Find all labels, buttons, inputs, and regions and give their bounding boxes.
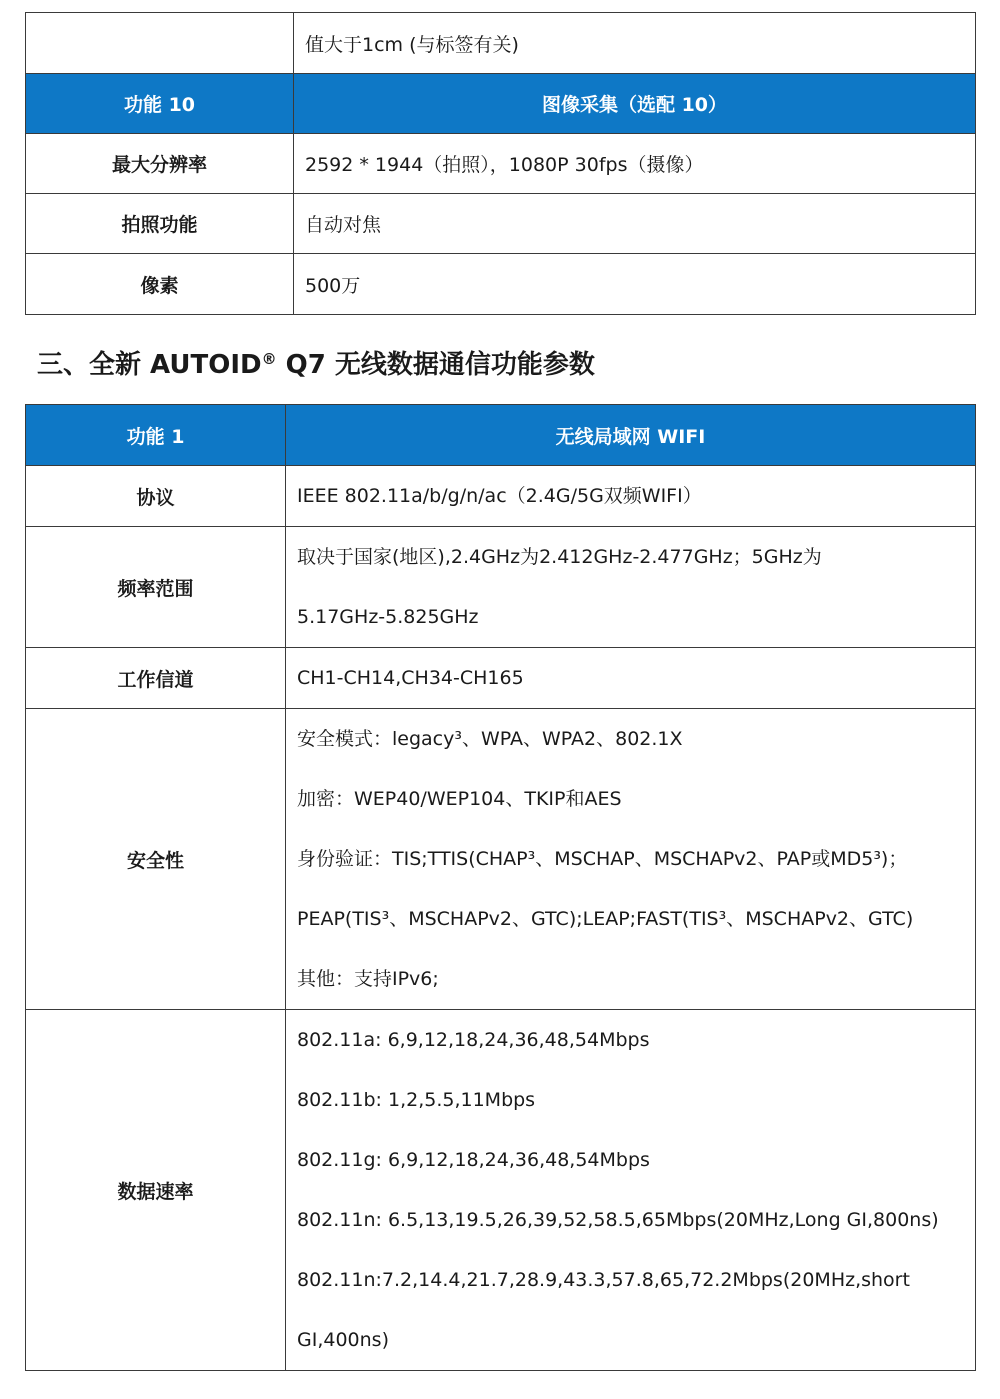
label-distance-value: 值大于1cm (与标签有关) — [294, 13, 976, 74]
row-value-photo-function: 自动对焦 — [294, 194, 976, 254]
row-value-protocol — [286, 466, 976, 527]
authentication-line-1: 身份验证：TIS;TTIS(CHAP³、MSCHAP、MSCHAPv2、PAP或MD5³)； — [297, 848, 908, 870]
row-label-max-resolution: 最大分辨率 — [26, 134, 294, 194]
table-row — [26, 709, 976, 1010]
security-mode-line: 安全模式：legacy³、WPA、WPA2、802.1X — [297, 728, 683, 750]
table-row — [26, 648, 976, 709]
table-row — [26, 466, 976, 527]
row-label-photo-function: 拍照功能 — [26, 194, 294, 254]
row-value-working-channel — [286, 648, 976, 709]
row-value-max-resolution: 2592 * 1944（拍照），1080P 30fps（摄像） — [294, 134, 976, 194]
header-feature-name: 图像采集（选配 10） — [294, 74, 976, 134]
authentication-line-2: PEAP(TIS³、MSCHAPv2、GTC);LEAP;FAST(TIS³、MSCHAPv2、GTC) — [297, 908, 914, 930]
table-row — [26, 13, 976, 74]
table-row — [26, 1010, 976, 1371]
row-value-frequency-range — [286, 527, 976, 648]
row-label-frequency-range: 频率范围 — [26, 527, 286, 648]
row-label-pixels: 像素 — [26, 254, 294, 315]
table-header-row — [26, 405, 976, 466]
header-feature-number: 功能 10 — [26, 74, 294, 134]
section-title-suffix: Q7 无线数据通信功能参数 — [276, 350, 595, 380]
table-row — [26, 194, 976, 254]
frequency-line-1: 取决于国家(地区),2.4GHz为2.412GHz-2.477GHz；5GHz为 — [297, 546, 822, 568]
wifi-spec-table — [25, 404, 976, 1371]
header-feature-name: 无线局域网 WIFI — [286, 405, 976, 466]
registered-mark: ® — [261, 350, 277, 368]
row-label-empty — [26, 13, 294, 74]
row-label-data-rate: 数据速率 — [26, 1010, 286, 1371]
table-row — [26, 527, 976, 648]
table-row — [26, 134, 976, 194]
other-security-line: 其他：支持IPv6; — [297, 968, 439, 990]
row-value-pixels: 500万 — [294, 254, 976, 315]
section-heading — [37, 336, 595, 388]
channel-line: CH1-CH14,CH34-CH165 — [297, 667, 524, 689]
rate-80211b-line: 802.11b: 1,2,5.5,11Mbps — [297, 1089, 536, 1111]
rate-80211n-short-gi-line-cont: GI,400ns) — [297, 1329, 389, 1351]
section-title-prefix: 三、全新 AUTOID — [37, 350, 262, 380]
frequency-line-2: 5.17GHz-5.825GHz — [297, 606, 479, 628]
rate-80211a-line: 802.11a: 6,9,12,18,24,36,48,54Mbps — [297, 1029, 650, 1051]
table-row — [26, 254, 976, 315]
rate-80211n-long-gi-line: 802.11n: 6.5,13,19.5,26,39,52,58.5,65Mbps(20MHz,Long GI,800ns) — [297, 1209, 939, 1231]
row-label-protocol: 协议 — [26, 466, 286, 527]
rate-80211n-short-gi-line: 802.11n:7.2,14.4,21.7,28.9,43.3,57.8,65,72.2Mbps(20MHz,short — [297, 1269, 910, 1291]
row-label-working-channel: 工作信道 — [26, 648, 286, 709]
protocol-line: IEEE 802.11a/b/g/n/ac（2.4G/5G双频WIFI） — [297, 485, 702, 507]
row-value-data-rate — [286, 1010, 976, 1371]
table-header-row — [26, 74, 976, 134]
header-feature-number: 功能 1 — [26, 405, 286, 466]
row-value-security — [286, 709, 976, 1010]
rate-80211g-line: 802.11g: 6,9,12,18,24,36,48,54Mbps — [297, 1149, 650, 1171]
encryption-line: 加密：WEP40/WEP104、TKIP和AES — [297, 788, 622, 810]
row-label-security: 安全性 — [26, 709, 286, 1010]
image-capture-table — [25, 12, 976, 315]
